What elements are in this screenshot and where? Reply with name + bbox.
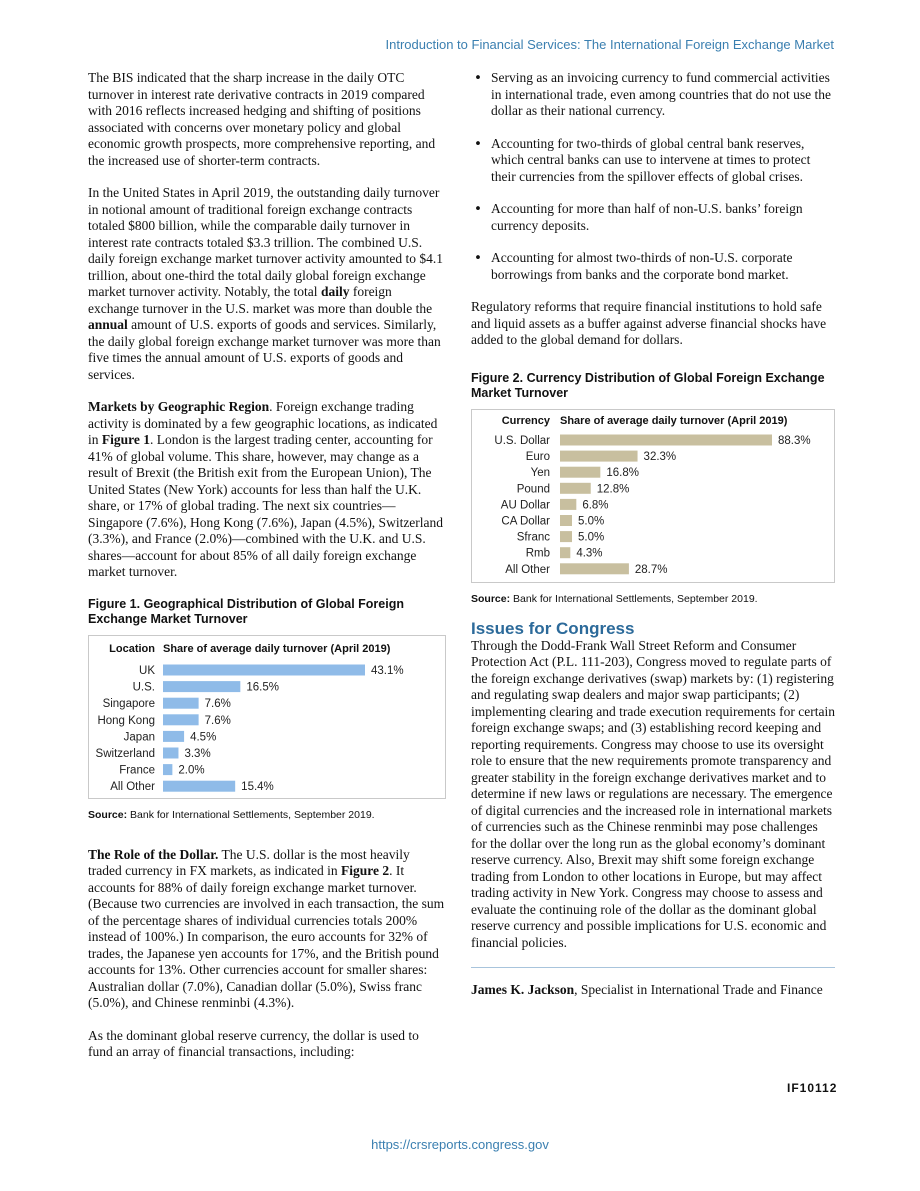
text-bold-daily: daily (320, 284, 350, 299)
chart-category-label: CA Dollar (501, 515, 550, 527)
chart-data-label: 2.0% (178, 764, 205, 777)
text: In the United States in April 2019, the outstanding daily turnover in notional amount of traditional foreign exchange contracts totaled $800 billion, while the comparable daily turnover in interest rate contracts totaled $3.3 trillion. The combined U.S. daily foreign exchange market turnover activity amounted to $4.1 trillion, about one-third the total daily global foreign exchange market turnover activity. Notably, the total (88, 185, 444, 299)
report-id: IF10112 (787, 1081, 838, 1095)
bullet-item: • Accounting for more than half of non-U.S. banks’ foreign currency deposits. (471, 201, 835, 234)
left-column (88, 70, 446, 1077)
run-in-heading: Markets by Geographic Region (88, 399, 270, 414)
chart-category-label: U.S. (132, 681, 155, 694)
chart-data-label: 28.7% (634, 563, 668, 576)
chart-bar (560, 563, 629, 574)
paragraph-regulatory-reforms: Regulatory reforms that require financial institutions to hold safe and liquid assets as a buffer against adverse financial shocks have added to the global demand for dollars. (471, 299, 827, 347)
chart-bar (163, 697, 199, 708)
chart-bar (163, 764, 172, 775)
chart-data-label: 16.8% (606, 466, 639, 479)
chart-category-header: Currency (501, 414, 550, 427)
chart-data-label: 15.4% (241, 780, 274, 793)
chart-category-label: Euro (525, 450, 550, 463)
text: . Foreign exchange trading activity is dominated by a few geographic locations, as indicated in (88, 399, 438, 447)
chart-category-label: Japan (123, 730, 155, 743)
chart-data-label: 43.1% (371, 664, 404, 677)
figure-reference: Figure 1 (101, 432, 151, 447)
text: . London is the largest trading center, accounting for 41% of global volume. This share, however, may change as a result of Brexit (the British exit from the European Union), The United States (New York) accounts for less than half the U.K. share, or 17% of global trading. The next six countries—Singapore (7.6%), Hong Kong (7.6%), Japan (4.5%), Switzerland (3.3%), and France (2.0%)—combined with the U.K. and U.S. shares—account for about 85% of all daily foreign exchange market turnover. (88, 432, 444, 579)
figure-reference: Figure 2 (341, 863, 390, 878)
text: foreign exchange turnover in the U.S. market was more than double the (88, 284, 433, 316)
chart-category-label: AU Dollar (500, 498, 550, 511)
chart-bar (560, 547, 570, 558)
text: amount of U.S. exports of goods and services. Similarly, the daily global foreign exchange market turnover was more than five times the annual amount of U.S. exports of goods and services. (88, 317, 441, 382)
chart-data-label: 7.6% (204, 714, 231, 727)
paragraph-us-turnover (88, 185, 446, 383)
figure-2-chart (471, 409, 835, 583)
chart-value-header: Share of average daily turnover (April 2019) (560, 414, 788, 427)
paragraph-bis-increase: The BIS indicated that the sharp increase in the daily OTC turnover in interest rate derivative contracts in 2019 compared with 2016 reflects increased hedging and shifting of positions associated with concerns over monetary policy and global economic growth prospects, more comprehensive reporting, and the increased use of shorter-term contracts. (88, 70, 436, 168)
chart-bar (163, 681, 240, 692)
paragraph-issues-for-congress: Through the Dodd-Frank Wall Street Reform and Consumer Protection Act (P.L. 111-203), Congress moved to regulate parts of the foreign exchange derivatives (swap) markets by: (1) registering and regulating swap dealers and major swap participants; (2) implementing clearing and trade execution requirements for certain foreign exchange swaps; and (3) establishing record keeping and reporting requirements. Congress may choose to use its oversight role to ensure that the new requirements promote transparency and greater stability in the foreign exchange derivatives market and to determine if new laws or regulations are necessary. The emergence of digital currencies and the increased role in international markets of currencies such as the Chinese renminbi may pose challenges for the dollar over the long run as the global economy’s dominant reserve currency. Also, Brexit may shift some foreign exchange trading from London to other locations in Europe, but may affect trading activity in New York. Congress may choose to assess and evaluate the continuing role of the dollar as the dominant global reserve currency and possible implications for U.S. economic and financial policies. (471, 637, 835, 950)
text: The U.S. dollar is the most heavily traded currency in FX markets, as indicated in (88, 846, 410, 878)
bullet-item: • Accounting for almost two-thirds of non-U.S. corporate borrowings from banks and the corporate bond market. (471, 250, 835, 283)
chart-bar (163, 730, 184, 741)
chart-data-label: 4.5% (190, 730, 217, 743)
author-line (471, 982, 835, 999)
chart-bar (560, 498, 576, 509)
bullet-list (471, 70, 835, 283)
paragraph-geographic-region (88, 399, 446, 581)
figure-2-title: Figure 2. Currency Distribution of Global Foreign Exchange Market Turnover (471, 370, 825, 400)
text-bold-annual: annual (88, 317, 128, 332)
chart-category-label: Switzerland (95, 747, 155, 760)
chart-data-label: 3.3% (184, 747, 211, 760)
chart-bar (163, 664, 365, 675)
chart-bar (163, 747, 178, 758)
chart-category-label: Rmb (525, 547, 550, 560)
chart-category-label: Hong Kong (97, 714, 155, 727)
run-in-heading: The Role of the Dollar. (88, 846, 219, 862)
figure-1-source (88, 809, 446, 822)
source-label: Source: (88, 808, 128, 821)
right-column (471, 70, 835, 1015)
chart-category-label: France (119, 764, 155, 777)
running-header: Introduction to Financial Services: The International Foreign Exchange Market (385, 37, 834, 52)
chart-bar (163, 780, 235, 791)
bullet-item: • Serving as an invoicing currency to fund commercial activities in international trade, even among countries that do not use the dollar as their national currency. (471, 70, 835, 120)
chart-bar (560, 434, 772, 445)
chart-data-label: 12.8% (596, 482, 630, 495)
chart-category-header: Location (109, 642, 155, 655)
chart-category-label: Yen (530, 466, 550, 479)
section-title: Issues for Congress (471, 618, 635, 638)
chart-data-label: 7.6% (204, 697, 231, 710)
chart-data-label: 4.3% (576, 547, 603, 560)
chart-bar (560, 482, 591, 493)
chart-value-header: Share of average daily turnover (April 2019) (163, 642, 391, 655)
source-label: Source: (471, 592, 511, 605)
chart-bar (560, 450, 638, 461)
chart-bar (560, 531, 572, 542)
figure-2-source (471, 593, 835, 606)
source-text: Bank for International Settlements, September 2019. (127, 808, 375, 821)
chart-category-label: Sfranc (516, 531, 550, 544)
chart-bar (560, 515, 572, 526)
chart-bar (560, 466, 600, 477)
chart-data-label: 5.0% (578, 531, 605, 544)
chart-data-label: 5.0% (578, 515, 605, 527)
paragraph-role-of-dollar (88, 847, 446, 1012)
chart-category-label: Singapore (102, 697, 155, 710)
figure-1-chart (88, 635, 446, 799)
figure-1-title: Figure 1. Geographical Distribution of Global Foreign Exchange Market Turnover (88, 596, 404, 626)
chart-category-label: U.S. Dollar (494, 434, 550, 447)
paragraph-reserve-currency: As the dominant global reserve currency, the dollar is used to fund an array of financial transactions, including: (88, 1027, 419, 1059)
figure-1-svg (89, 636, 445, 798)
chart-data-label: 6.8% (582, 498, 609, 511)
chart-category-label: All Other (110, 780, 155, 793)
chart-category-label: Pound (516, 482, 550, 495)
divider (471, 967, 835, 968)
chart-category-label: UK (139, 664, 155, 677)
footer-url[interactable]: https://crsreports.congress.gov (371, 1137, 549, 1152)
figure-2-svg (472, 410, 834, 582)
author-name: James K. Jackson (471, 982, 575, 997)
author-role: , Specialist in International Trade and Finance (574, 982, 823, 997)
chart-data-label: 32.3% (643, 450, 677, 463)
chart-data-label: 88.3% (778, 434, 811, 447)
chart-data-label: 16.5% (246, 681, 279, 694)
chart-bar (163, 714, 199, 725)
bullet-item: • Accounting for two-thirds of global central bank reserves, which central banks can use to intervene at times to protect their currencies from the spillover effects of global crises. (471, 136, 835, 186)
source-text: Bank for International Settlements, September 2019. (510, 592, 758, 605)
chart-category-label: All Other (505, 563, 550, 576)
text: . It accounts for 88% of daily foreign exchange market turnover. (Because two currencies are involved in each transaction, the sum of the percentage shares of individual currencies totals 200% instead of 100%.) In comparison, the euro accounts for 32% of trades, the Japanese yen accounts for 17%, and the British pound accounts for 13%. Other currencies account for smaller shares: Australian dollar (7.0%), Canadian dollar (5.0%), Swiss franc (5.0%), and Chinese renminbi (4.3%). (88, 863, 445, 1010)
